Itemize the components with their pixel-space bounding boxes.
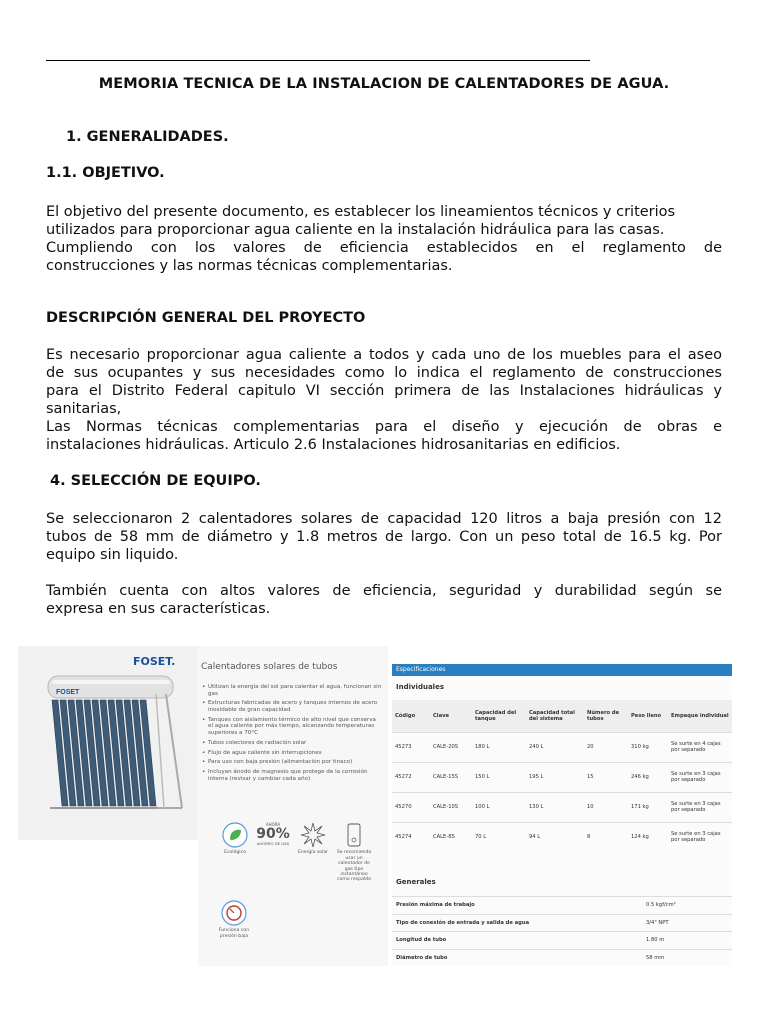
table-cell: 246 kg bbox=[628, 762, 668, 792]
top-rule bbox=[46, 60, 590, 61]
table-cell: 171 kg bbox=[628, 792, 668, 822]
solar-badge bbox=[296, 822, 330, 856]
product-photo-card bbox=[18, 646, 198, 840]
text-line: equipo sin liquido. bbox=[46, 547, 179, 563]
column-header: Peso lleno bbox=[628, 700, 668, 732]
table-cell: 100 L bbox=[472, 792, 526, 822]
column-header: Número de tubos bbox=[584, 700, 628, 732]
sun-icon bbox=[300, 822, 326, 848]
spec-key: Presión máxima de trabajo bbox=[392, 897, 642, 915]
seleccion-paragraph bbox=[46, 510, 722, 564]
spec-table bbox=[392, 700, 732, 852]
column-header: Capacidad total del sistema bbox=[526, 700, 584, 732]
text-line: Es necesario proporcionar agua caliente a todos y cada uno de los muebles para el aseo bbox=[46, 347, 722, 363]
table-cell: 15 bbox=[584, 762, 628, 792]
table-cell: 8 bbox=[584, 822, 628, 852]
table-cell: CALE-15S bbox=[430, 762, 472, 792]
table-cell: 70 L bbox=[472, 822, 526, 852]
tank-brand-label: FOSET bbox=[56, 689, 80, 696]
objetivo-paragraph bbox=[46, 203, 722, 275]
spec-value: 0.5 kgf/cm² bbox=[642, 897, 732, 915]
table-row bbox=[392, 792, 732, 822]
table-row bbox=[392, 822, 732, 852]
column-header: Clave bbox=[430, 700, 472, 732]
text-line: También cuenta con altos valores de eficiencia, seguridad y durabilidad según se bbox=[46, 583, 722, 599]
column-header: Empaque individual bbox=[668, 700, 732, 732]
caracteristicas-paragraph bbox=[46, 582, 722, 618]
spec-panel bbox=[392, 664, 732, 966]
table-cell: 45272 bbox=[392, 762, 430, 792]
section-heading-descripcion: DESCRIPCIÓN GENERAL DEL PROYECTO bbox=[46, 310, 366, 326]
gauge-icon bbox=[221, 900, 247, 926]
list-item: • Incluyan ánodo de magnesio que protege de la corrosión interna (revisar y cambiar cada año) bbox=[202, 769, 382, 782]
product-description bbox=[198, 646, 388, 966]
table-cell: 195 L bbox=[526, 762, 584, 792]
spec-value: 3/4" NPT bbox=[642, 914, 732, 932]
text-line: de sus ocupantes y sus necesidades como lo indica el reglamento de construcciones bbox=[46, 365, 722, 381]
pressure-label: Funciona con presión baja bbox=[218, 928, 250, 939]
descripcion-paragraph bbox=[46, 346, 722, 454]
spec-value: 1.80 m bbox=[642, 932, 732, 950]
text-line: utilizados para proporcionar agua caliente en la instalación hidráulica para las casas. bbox=[46, 222, 665, 238]
table-cell: 94 L bbox=[526, 822, 584, 852]
list-item: • Tanques con aislamiento térmico de alto nivel que conserva el agua caliente por más tiempo, alcanzando temperaturas superiores a 70°C bbox=[202, 717, 382, 737]
spec-key: Longitud de tubo bbox=[392, 932, 642, 950]
text-line: para el Distrito Federal capitulo VI sección primera de las Instalaciones hidráulicas y bbox=[46, 383, 722, 399]
feature-list bbox=[202, 684, 382, 785]
table-cell: 45274 bbox=[392, 822, 430, 852]
spec-header: Especificaciones bbox=[392, 664, 732, 676]
list-item: • Para uso con baja presión (alimentación por tinaco) bbox=[202, 759, 382, 766]
generales-heading: Generales bbox=[396, 878, 436, 886]
boiler-label: Se recomienda usar un calentador de gas tipo instantáneo como respaldo bbox=[336, 850, 372, 883]
spec-key: Diámetro de tubo bbox=[392, 949, 642, 967]
table-row bbox=[392, 762, 732, 792]
savings-percent: 90% bbox=[256, 826, 290, 843]
solar-heater-illustration bbox=[38, 668, 188, 828]
product-heading: Calentadores solares de tubos bbox=[201, 662, 338, 672]
table-cell: Se surte en 3 cajas por separado bbox=[668, 792, 732, 822]
savings-bottom-label: AHORRO DE GAS bbox=[256, 841, 290, 847]
table-cell: 310 kg bbox=[628, 732, 668, 762]
section-heading-generalidades: 1. GENERALIDADES. bbox=[66, 129, 229, 145]
table-cell: 130 L bbox=[526, 792, 584, 822]
table-cell: Se surte en 4 cajas por separado bbox=[668, 732, 732, 762]
eco-badge bbox=[218, 822, 252, 856]
spec-value: 58 mm bbox=[642, 949, 732, 967]
general-specs-table bbox=[392, 896, 732, 967]
table-cell: 10 bbox=[584, 792, 628, 822]
list-item: • Utilizan la energía del sol para calentar el agua, funcionan sin gas bbox=[202, 684, 382, 697]
text-line: Cumpliendo con los valores de eficiencia establecidos en el reglamento de bbox=[46, 240, 722, 256]
table-cell: 150 L bbox=[472, 762, 526, 792]
table-cell: Se surte en 3 cajas por separado bbox=[668, 762, 732, 792]
text-line: Las Normas técnicas complementarias para el diseño y ejecución de obras e bbox=[46, 419, 722, 435]
table-cell: 20 bbox=[584, 732, 628, 762]
table-cell: 180 L bbox=[472, 732, 526, 762]
spec-key: Tipo de conexión de entrada y salida de agua bbox=[392, 914, 642, 932]
table-row bbox=[392, 932, 732, 950]
list-item: • Tubos colectores de radiación solar bbox=[202, 740, 382, 747]
text-line: instalaciones hidráulicas. Articulo 2.6 Instalaciones hidrosanitarias en edificios. bbox=[46, 437, 621, 453]
table-row bbox=[392, 732, 732, 762]
table-row bbox=[392, 949, 732, 967]
product-figure bbox=[18, 646, 733, 966]
table-header-row bbox=[392, 700, 732, 732]
table-cell: 45273 bbox=[392, 732, 430, 762]
table-cell: CALE-10S bbox=[430, 792, 472, 822]
pressure-badge bbox=[216, 900, 252, 939]
column-header: Código bbox=[392, 700, 430, 732]
table-cell: 124 kg bbox=[628, 822, 668, 852]
table-cell: Se surte en 3 cajas por separado bbox=[668, 822, 732, 852]
section-heading-objetivo: 1.1. OBJETIVO. bbox=[46, 165, 165, 181]
column-header: Capacidad del tanque bbox=[472, 700, 526, 732]
individuales-heading: Individuales bbox=[396, 683, 444, 691]
solar-label: Energía solar bbox=[297, 850, 329, 856]
water-heater-icon bbox=[344, 822, 364, 848]
table-cell: 240 L bbox=[526, 732, 584, 762]
boiler-badge bbox=[334, 822, 374, 883]
eco-label: Ecológico bbox=[224, 850, 246, 856]
text-line: expresa en sus características. bbox=[46, 601, 271, 617]
table-row bbox=[392, 914, 732, 932]
document-title: MEMORIA TECNICA DE LA INSTALACION DE CALENTADORES DE AGUA. bbox=[98, 76, 670, 92]
text-line: construcciones y las normas técnicas complementarias. bbox=[46, 258, 453, 274]
list-item: • Flujo de agua caliente sin interrupciones bbox=[202, 750, 382, 757]
table-cell: 45270 bbox=[392, 792, 430, 822]
text-line: El objetivo del presente documento, es establecer los lineamientos técnicos y criterios bbox=[46, 204, 676, 220]
text-line: sanitarias, bbox=[46, 401, 122, 417]
savings-badge bbox=[256, 822, 290, 847]
text-line: tubos de 58 mm de diámetro y 1.8 metros de largo. Con un peso total de 16.5 kg. Por bbox=[46, 529, 722, 545]
table-row bbox=[392, 897, 732, 915]
savings-top-label: AHORA bbox=[265, 822, 281, 827]
section-heading-seleccion: 4. SELECCIÓN DE EQUIPO. bbox=[50, 473, 261, 489]
foset-logo: FOSET. bbox=[133, 655, 176, 668]
leaf-icon bbox=[222, 822, 248, 848]
table-cell: CALE-20S bbox=[430, 732, 472, 762]
table-cell: CALE-8S bbox=[430, 822, 472, 852]
list-item: • Estructuras fabricadas de acero y tanques internos de acero inoxidable de gran capacidad bbox=[202, 700, 382, 713]
text-line: Se seleccionaron 2 calentadores solares de capacidad 120 litros a baja presión con 12 bbox=[46, 511, 722, 527]
